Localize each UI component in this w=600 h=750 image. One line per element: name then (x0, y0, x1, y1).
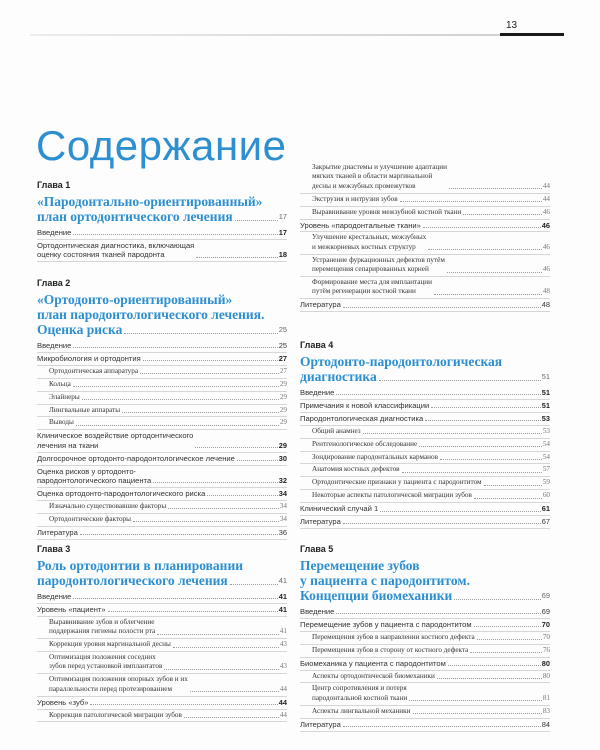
toc-entry[interactable] (300, 658, 550, 671)
toc-entry[interactable] (37, 466, 287, 488)
toc-subentry[interactable] (300, 194, 550, 207)
entry-title: Коррекция патологической миграции зубов (49, 710, 182, 719)
entry-title: Введение (300, 388, 335, 397)
entry-title: Уровень «пародонтальные ткани» (300, 220, 421, 230)
entry-page-number: 36 (278, 527, 287, 537)
chapter-label: Глава 2 (37, 278, 71, 288)
entry-page-number: 46 (542, 265, 550, 274)
toc-entry[interactable] (37, 697, 287, 710)
toc-entry[interactable] (37, 430, 287, 452)
entry-title: Улучшение крестальных, межзубных и межкорневых костных структур (312, 233, 427, 251)
toc-subentry[interactable] (37, 710, 287, 723)
entry-page-number: 46 (542, 242, 550, 251)
entry-title: Ортодонтическая диагностика, включающая оценку состояния тканей пародонта (37, 240, 195, 260)
toc-entry[interactable] (300, 413, 550, 426)
toc-entry[interactable] (300, 387, 550, 400)
entry-title: Пародонтологическая диагностика (300, 413, 424, 423)
entry-page-number: 83 (542, 706, 550, 715)
toc-subentry[interactable] (37, 617, 287, 639)
entry-page-number: 67 (541, 517, 550, 527)
toc-subentry[interactable] (37, 379, 287, 392)
entry-page-number: 84 (541, 719, 550, 729)
toc-subentry[interactable] (300, 277, 550, 299)
chapter-title[interactable]: «Пародонтально-ориентированный» план ортодонтического лечения 17 (37, 194, 287, 224)
entry-page-number: 81 (542, 693, 550, 702)
entry-page-number: 29 (278, 440, 287, 450)
entry-title: Оценка ортодонто-пародонтологического риска (37, 488, 206, 498)
chapter-title[interactable]: Роль ортодонтии в планировании пародонтологического лечения 41 (37, 558, 287, 588)
entry-page-number: 60 (542, 491, 550, 500)
entry-title: Закрытие диастемы и улучшение адаптации мягких тканей в области маргинальной десны и межзубных промежутков (312, 163, 447, 190)
entry-title: Литература (300, 300, 341, 310)
toc-subentry[interactable] (37, 639, 287, 652)
entry-title: Изначально существовавшие факторы (49, 501, 167, 510)
entry-page-number: 53 (541, 413, 550, 423)
entry-title: Оценка рисков у ортодонто- пародонтологического пациента (37, 466, 152, 485)
toc-subentry[interactable] (300, 706, 550, 719)
entry-page-number: 29 (279, 379, 287, 388)
entry-title: Общий анамнез (312, 426, 361, 435)
header-band (0, 0, 600, 60)
entry-page-number: 70 (541, 619, 550, 629)
entry-page-number: 69 (541, 607, 550, 616)
entry-title: Долгосрочное ортодонто-пародонтологическое лечение (37, 453, 235, 463)
entry-page-number: 18 (278, 250, 287, 260)
toc-subentry[interactable] (37, 405, 287, 418)
toc-entry[interactable] (300, 400, 550, 413)
entry-title: Уровень «пациент» (37, 604, 106, 614)
entry-title: Перемещения зубов в направлении костного дефекта (312, 632, 475, 641)
entry-page-number: 44 (542, 194, 550, 203)
entry-title: Уровень «зуб» (37, 697, 89, 707)
chapter-page-number: 51 (541, 372, 550, 381)
chapter-label: Глава 5 (300, 544, 334, 554)
toc-subentry[interactable] (300, 207, 550, 220)
entry-title: Некоторые аспекты патологической миграции зубов (312, 491, 472, 500)
toc-chapter-block (37, 278, 287, 540)
entry-title: Коррекция уровня маргинальной десны (49, 640, 171, 649)
entry-title: Введение (37, 341, 72, 350)
entry-title: Оптимизация положения опорных зубов и их параллельности перед протезированием (49, 675, 188, 693)
entry-title: Устранение фуркационных дефектов путём перемещения сепарированных корней (312, 255, 445, 274)
entry-title: Ортодонтические признаки у пациента с пародонтитом (312, 478, 482, 487)
entry-page-number: 48 (542, 287, 550, 296)
entry-page-number: 41 (278, 604, 287, 614)
toc-entry[interactable] (37, 353, 287, 366)
entry-title: Лингвальные аппараты (49, 405, 121, 414)
entry-page-number: 46 (542, 207, 550, 216)
entry-page-number: 70 (542, 632, 550, 641)
entry-title: Примечания к новой классификации (300, 400, 430, 410)
entry-page-number: 44 (278, 697, 287, 707)
entry-page-number: 41 (278, 592, 287, 601)
chapter-label: Глава 4 (300, 340, 334, 350)
header-accent-rule (500, 33, 564, 36)
entry-page-number: 32 (278, 475, 287, 485)
entry-page-number: 51 (541, 388, 550, 397)
chapter-page-number: 17 (278, 212, 287, 221)
entry-page-number: 54 (542, 452, 550, 461)
page-title: Содержание (36, 122, 287, 170)
toc-subentry[interactable] (300, 452, 550, 465)
chapter-page-number: 25 (278, 325, 287, 334)
entry-title: Литература (300, 719, 341, 729)
chapter-label: Глава 1 (37, 180, 71, 190)
entry-page-number: 30 (278, 453, 287, 463)
toc-subentry[interactable] (37, 501, 287, 514)
toc-subentry[interactable] (300, 426, 550, 439)
chapter-page-number: 69 (541, 591, 550, 600)
entry-page-number: 29 (279, 418, 287, 427)
entry-page-number: 76 (542, 645, 550, 654)
chapter-title[interactable]: «Ортодонто-ориентированный» план пародонтологического лечения. Оценка риска 25 (37, 292, 287, 337)
toc-entry[interactable] (300, 619, 550, 632)
entry-page-number: 41 (279, 627, 287, 636)
toc-chapter-block (300, 340, 550, 529)
entry-page-number: 17 (278, 228, 287, 237)
entry-title: Перемещения зубов в сторону от костного дефекта (312, 645, 469, 654)
toc-subentry[interactable] (300, 162, 550, 194)
entry-page-number: 53 (542, 426, 550, 435)
entry-page-number: 43 (279, 662, 287, 671)
toc-chapter-block (37, 544, 287, 722)
toc-entry[interactable] (37, 240, 287, 262)
entry-page-number: 80 (541, 658, 550, 668)
entry-page-number: 44 (279, 684, 287, 693)
toc-entry[interactable] (300, 299, 550, 312)
entry-title: Перемещение зубов у пациента с пародонтитом (300, 619, 472, 629)
entry-title: Биомеханика у пациента с пародонтитом (300, 658, 446, 668)
entry-page-number: 27 (278, 353, 287, 363)
toc-subentry[interactable] (300, 632, 550, 645)
entry-title: Оптимизация положения соседних зубов перед установкой имплантатов (49, 653, 163, 671)
toc-subentry[interactable] (300, 683, 550, 705)
entry-title: Микробиология и ортодонтия (37, 353, 141, 363)
chapter-title[interactable]: Ортодонто-пародонтологическая диагностика 51 (300, 354, 550, 384)
entry-page-number: 29 (279, 392, 287, 401)
toc-chapter-block (37, 180, 287, 262)
entry-page-number: 46 (541, 220, 550, 230)
toc-subentry[interactable] (37, 392, 287, 405)
toc-subentry[interactable] (300, 477, 550, 490)
page-number: 13 (506, 20, 518, 31)
chapter-page-number: 41 (278, 576, 287, 585)
entry-page-number: 80 (542, 671, 550, 680)
toc-entry[interactable] (37, 340, 287, 353)
toc-subentry[interactable] (300, 464, 550, 477)
entry-page-number: 44 (279, 710, 287, 719)
entry-title: Клиническое воздействие ортодонтического лечения на ткани (37, 431, 194, 450)
entry-title: Анатомия костных дефектов (312, 465, 400, 474)
toc-entry[interactable] (37, 488, 287, 501)
entry-title: Ортодонтические факторы (49, 514, 132, 523)
entry-page-number: 57 (542, 465, 550, 474)
entry-page-number: 54 (542, 439, 550, 448)
toc-entry[interactable] (300, 606, 550, 619)
entry-page-number: 43 (279, 640, 287, 649)
entry-page-number: 48 (541, 300, 550, 310)
entry-page-number: 44 (542, 181, 550, 190)
entry-title: Формирование места для имплантации путём регенерации костной ткани (312, 278, 433, 296)
entry-page-number: 29 (279, 405, 287, 414)
entry-title: Центр сопротивления и потеря пародонтальной костной ткани (312, 684, 408, 702)
entry-page-number: 25 (278, 341, 287, 350)
toc-entry[interactable] (37, 227, 287, 240)
entry-title: Выравнивание зубов и облегчение поддержания гигиены полости рта (49, 617, 156, 636)
toc-entry[interactable] (37, 453, 287, 466)
toc-subentry[interactable] (300, 232, 550, 254)
entry-title: Литература (37, 527, 78, 537)
chapter-label: Глава 3 (37, 544, 71, 554)
entry-title: Элайнеры (49, 392, 80, 401)
entry-title: Экструзия и интрузия зубов (312, 194, 398, 203)
toc-subentry[interactable] (300, 671, 550, 684)
toc-entry[interactable] (300, 220, 550, 233)
chapter-title[interactable]: Перемещение зубов у пациента с пародонтитом. Концепции биомеханики 69 (300, 558, 550, 603)
toc-subentry[interactable] (37, 514, 287, 527)
entry-page-number: 34 (279, 501, 287, 510)
entry-page-number: 27 (279, 366, 287, 375)
toc-entry[interactable] (300, 719, 550, 732)
entry-title: Зондирование пародонтальных карманов (312, 452, 439, 461)
toc-subentry[interactable] (37, 417, 287, 430)
entry-title: Клинический случай 1 (300, 504, 379, 514)
toc-subentry[interactable] (37, 366, 287, 379)
toc-chapter-block (300, 544, 550, 732)
toc-subentry[interactable] (37, 652, 287, 674)
toc-subentry[interactable] (37, 674, 287, 696)
entry-page-number: 34 (279, 514, 287, 523)
toc-subentry[interactable] (300, 255, 550, 277)
entry-title: Выводы (49, 418, 74, 427)
entry-page-number: 61 (541, 504, 550, 514)
entry-title: Введение (37, 228, 72, 237)
entry-title: Аспекты лингвальной механики (312, 706, 411, 715)
toc-chapter-block (300, 162, 550, 312)
entry-page-number: 51 (541, 400, 550, 410)
toc-subentry[interactable] (300, 439, 550, 452)
toc-subentry[interactable] (300, 645, 550, 658)
toc-entry[interactable] (37, 591, 287, 604)
toc-subentry[interactable] (300, 490, 550, 503)
toc-entry[interactable] (37, 527, 287, 540)
entry-title: Аспекты ортодонтической биомеханики (312, 671, 435, 680)
entry-page-number: 59 (542, 478, 550, 487)
header-rule (30, 34, 500, 36)
entry-title: Литература (300, 517, 341, 527)
entry-title: Кольца (49, 379, 71, 388)
entry-title: Введение (300, 607, 335, 616)
entry-page-number: 34 (278, 488, 287, 498)
entry-title: Введение (37, 592, 72, 601)
entry-title: Рентгенологическое обследование (312, 439, 418, 448)
toc-entry[interactable] (300, 516, 550, 529)
toc-entry[interactable] (37, 604, 287, 617)
entry-title: Ортодонтическая аппаратура (49, 366, 139, 375)
entry-title: Выравнивание уровня межзубной костной ткани (312, 207, 462, 216)
toc-entry[interactable] (300, 503, 550, 516)
